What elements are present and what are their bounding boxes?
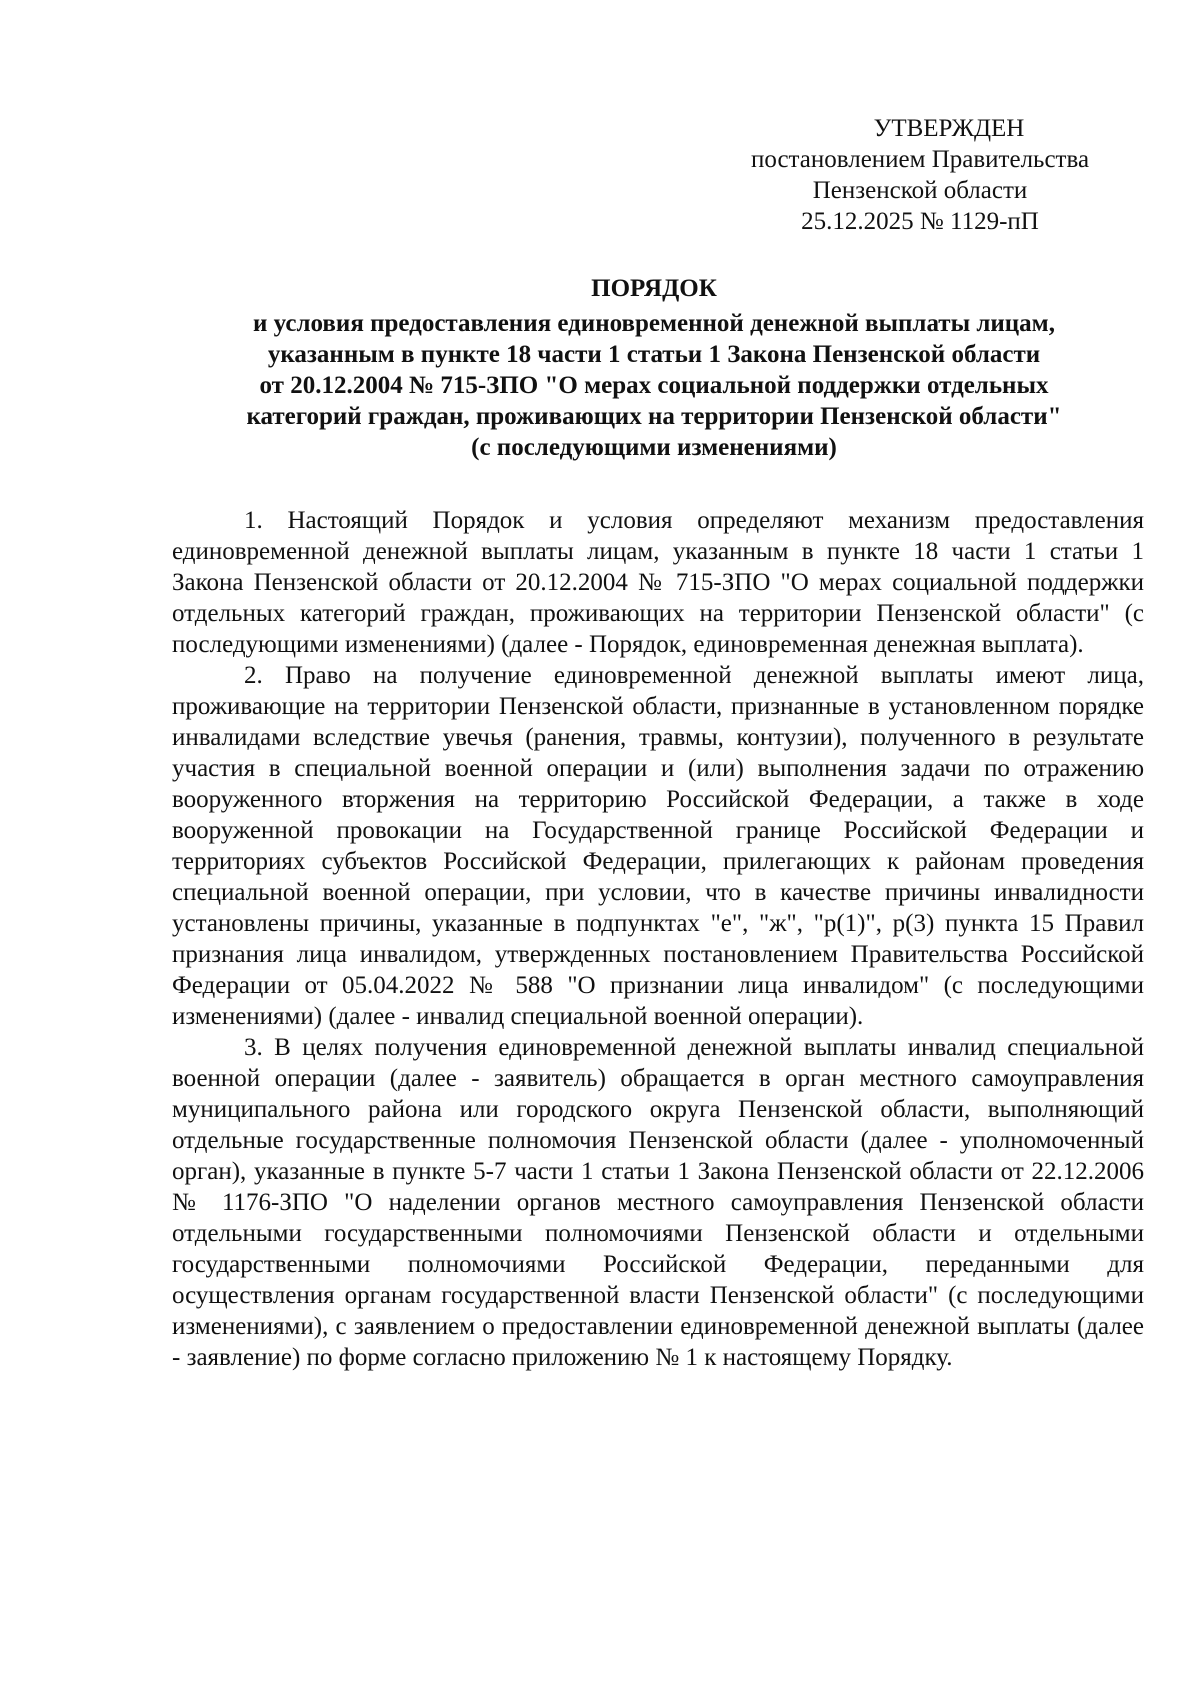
approval-date-number: 25.12.2025 № 1129-пП xyxy=(801,208,1039,235)
title-line-3: от 20.12.2004 № 715-ЗПО "О мерах социальной поддержки отдельных xyxy=(259,372,1049,399)
document-body xyxy=(172,505,1144,1373)
paragraph-2: 2. Право на получение единовременной денежной выплаты имеют лица, проживающие на территории Пензенской области, признанные в установленном порядке инвалидами вследствие увечья (ранения, травмы, контузии), полученного в результате участия в специальной военной операции и (или) выполнения задачи по отражению вооруженного вторжения на территорию Российской Федерации, а также в ходе вооруженной провокации на Государственной границе Российской Федерации и территориях субъектов Российской Федерации, прилегающих к районам проведения специальной военной операции, при условии, что в качестве причины инвалидности установлены причины, указанные в подпунктах "е", "ж", "р(1)", р(3) пункта 15 Правил признания лица инвалидом, утвержденных постановлением Правительства Российской Федерации от 05.04.2022 № 588 "О признании лица инвалидом" (с последующими изменениями) (далее - инвалид специальной военной операции). xyxy=(172,662,1144,1030)
paragraph-1: 1. Настоящий Порядок и условия определяют механизм предоставления единовременной денежной выплаты лицам, указанным в пункте 18 части 1 статьи 1 Закона Пензенской области от 20.12.2004 № 715-ЗПО "О мерах социальной поддержки отдельных категорий граждан, проживающих на территории Пензенской области" (с последующими изменениями) (далее - Порядок, единовременная денежная выплата). xyxy=(172,507,1144,658)
title-line-2: указанным в пункте 18 части 1 статьи 1 Закона Пензенской области xyxy=(267,341,1041,368)
title-line-1: и условия предоставления единовременной денежной выплаты лицам, xyxy=(253,310,1055,337)
document-title xyxy=(160,273,1148,463)
paragraph-3: 3. В целях получения единовременной денежной выплаты инвалид специальной военной операции (далее - заявитель) обращается в орган местного самоуправления муниципального района или городского округа Пензенской области, выполняющий отдельные государственные полномочия Пензенской области (далее - уполномоченный орган), указанные в пункте 5-7 части 1 статьи 1 Закона Пензенской области от 22.12.2006 № 1176-ЗПО "О наделении органов местного самоуправления Пензенской области отдельными государственными полномочиями Пензенской области и отдельными государственными полномочиями Российской Федерации, переданными для осуществления органам государственной власти Пензенской области" (с последующими изменениями), с заявлением о предоставлении единовременной денежной выплаты (далее - заявление) по форме согласно приложению № 1 к настоящему Порядку. xyxy=(172,1034,1144,1371)
approval-region-line: Пензенской области xyxy=(812,177,1028,204)
approval-stamp xyxy=(700,113,1140,237)
title-line-5: (с последующими изменениями) xyxy=(471,434,837,461)
title-line-4: категорий граждан, проживающих на территории Пензенской области" xyxy=(246,403,1062,430)
approval-resolution-line: постановлением Правительства xyxy=(750,146,1090,173)
title-heading: ПОРЯДОК xyxy=(591,275,717,302)
approval-heading: УТВЕРЖДЕН xyxy=(873,115,1025,142)
